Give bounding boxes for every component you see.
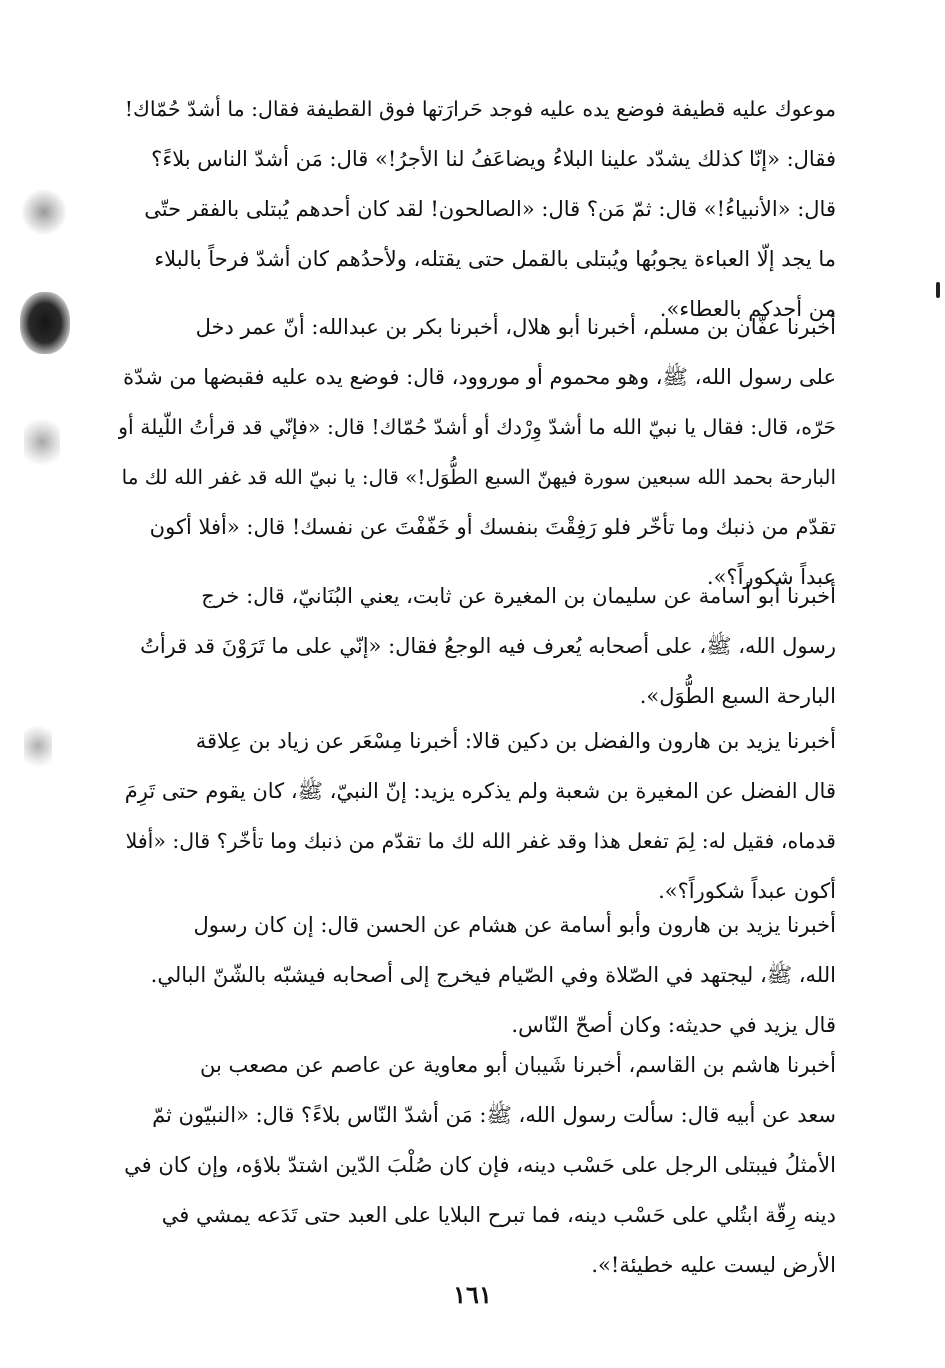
scan-blot xyxy=(20,292,70,354)
text-line: البارحة بحمد الله سبعين سورة فيهنّ السبع الطُّوَل!» قال: يا نبيّ الله قد غفر الله لك ما xyxy=(121,465,836,489)
text-line: الأمثلُ فيبتلى الرجل على حَسْب دينه، فإن كان صُلْبَ الدّين اشتدّ بلاؤه، وإن كان في xyxy=(124,1153,836,1177)
paragraph-2 xyxy=(118,302,836,602)
text-line: تقدّم من ذنبك وما تأخّر فلو رَفِقْتَ بنفسك أو خَفّفْتَ عن نفسك! قال: «أفلا أكون xyxy=(149,515,836,539)
text-line: أخبرنا أبو أسامة عن سليمان بن المغيرة عن ثابت، يعني البُنَانيّ، قال: خرج xyxy=(201,584,836,608)
text-line: حَرّه، قال: فقال يا نبيّ الله ما أشدّ وِرْدك أو أشدّ حُمّاك! قال: «فإنّي قد قرأتُ اللّيلة أو xyxy=(118,415,836,439)
text-line: الله، ﷺ، ليجتهد في الصّلاة وفي الصّيام فيخرج إلى أصحابه فيشبّه بالشّنّ البالي. xyxy=(150,963,836,987)
scan-speckle-top xyxy=(22,188,66,236)
text-line: أخبرنا عفّان بن مسلم، أخبرنا أبو هلال، أخبرنا بكر بن عبدالله: أنّ عمر دخل xyxy=(195,315,836,339)
paragraph-3 xyxy=(118,571,836,721)
text-line: أخبرنا يزيد بن هارون وأبو أسامة عن هشام عن الحسن قال: إن كان رسول xyxy=(193,913,836,937)
text-line: قال الفضل عن المغيرة بن شعبة ولم يذكره يزيد: إنّ النبيّ، ﷺ، كان يقوم حتى تَرِمَ xyxy=(124,779,836,803)
text-line: موعوك عليه قطيفة فوضع يده عليه فوجد حَرارَتها فوق القطيفة فقال: ما أشدّ حُمّاك! xyxy=(124,97,836,121)
text-line: أكون عبداً شكوراً؟». xyxy=(658,879,836,903)
text-line: قال: «الأنبياءُ!» قال: ثمّ مَن؟ قال: «الصالحون! لقد كان أحدهم يُبتلى بالفقر حتّى xyxy=(144,197,836,221)
text-line: أخبرنا يزيد بن هارون والفضل بن دكين قالا: أخبرنا مِسْعَر عن زياد بن عِلاقة xyxy=(195,729,836,753)
scan-speckle-mid xyxy=(24,414,60,470)
page-number: ١٦١ xyxy=(453,1280,492,1309)
text-line: رسول الله، ﷺ، على أصحابه يُعرف فيه الوجعُ فقال: «إنّي على ما تَرَوْنَ قد قرأتُ xyxy=(140,634,836,658)
text-line: على رسول الله، ﷺ، وهو محموم أو موروود، قال: فوضع يده عليه فقبضها من شدّة xyxy=(123,365,836,389)
text-line: قال يزيد في حديثه: وكان أصحّ النّاس. xyxy=(511,1013,836,1037)
text-line: دينه رِقّة ابتُلي على حَسْب دينه، فما تبرح البلايا على العبد حتى تَدَعه يمشي في xyxy=(161,1203,836,1227)
text-line: البارحة السبع الطُّوَل». xyxy=(639,684,836,708)
paragraph-1 xyxy=(118,84,836,334)
text-line: من أحدكم بالعطاء». xyxy=(659,297,836,321)
text-line: فقال: «إنّا كذلك يشدّد علينا البلاءُ ويضاعَفُ لنا الأجرُ!» قال: مَن أشدّ الناس بلاءً؟ xyxy=(151,147,836,171)
paragraph-4 xyxy=(118,716,836,916)
scan-speckle-low xyxy=(24,720,52,772)
paragraph-5 xyxy=(118,900,836,1050)
paragraph-6 xyxy=(118,1040,836,1290)
text-line: عبداً شكوراً؟». xyxy=(706,565,836,589)
text-line: سعد عن أبيه قال: سألت رسول الله، ﷺ: مَن أشدّ النّاس بلاءً؟ قال: «النبيّون ثمّ xyxy=(152,1103,836,1127)
text-line: قدماه، فقيل له: لِمَ تفعل هذا وقد غفر الله لك ما تقدّم من ذنبك وما تأخّر؟ قال: «أفلا xyxy=(125,829,836,853)
text-line: أخبرنا هاشم بن القاسم، أخبرنا شَيبان أبو معاوية عن عاصم عن مصعب بن xyxy=(200,1053,836,1077)
text-line: الأرض ليست عليه خطيئة!». xyxy=(591,1253,836,1277)
scan-dot-right xyxy=(936,282,940,298)
text-line: ما يجد إلّا العباءة يجوبُها ويُبتلى بالقمل حتى يقتله، ولأحدُهم كان أشدّ فرحاً بالبلاء xyxy=(154,247,836,271)
